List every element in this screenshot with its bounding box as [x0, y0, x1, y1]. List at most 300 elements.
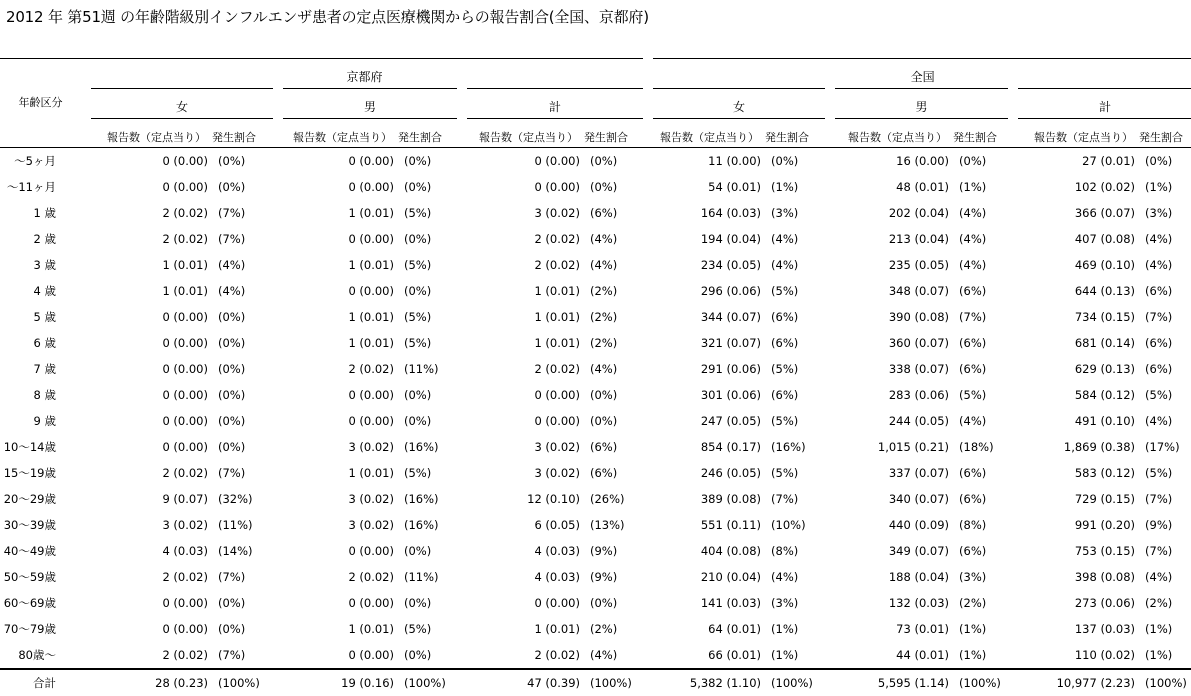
kf-rate-subheader: 発生割合 [210, 119, 278, 148]
kf-count-cell: 2 (0.02) [162, 206, 208, 220]
kt-count-cell: 4 (0.03) [534, 570, 580, 584]
nf-count-cell: 291 (0.06) [700, 362, 762, 376]
kf-count-cell: 0 (0.00) [162, 362, 208, 376]
nm-rate-cell: (7%) [959, 310, 987, 324]
nf-rate-cell: (7%) [771, 492, 799, 506]
age-group-cell: 50～59歳 [3, 570, 56, 584]
age-group-cell: 9 歳 [33, 414, 56, 428]
nf-rate-cell: (1%) [771, 648, 799, 662]
kf-rate-cell: (11%) [218, 518, 253, 532]
nt-rate-cell: (17%) [1145, 440, 1180, 454]
age-group-cell: 1 歳 [33, 206, 56, 220]
age-group-cell: 7 歳 [33, 362, 56, 376]
kt-count-cell: 3 (0.02) [534, 466, 580, 480]
region-header-national: 全国 [648, 59, 1191, 89]
nt-rate-subheader: 発生割合 [1137, 119, 1191, 148]
nm-count-cell: 1,015 (0.21) [877, 440, 950, 454]
nf-rate-cell: (8%) [771, 544, 799, 558]
nm-rate-cell: (6%) [959, 362, 987, 376]
nt-count-cell: 584 (0.12) [1074, 388, 1136, 402]
nm-rate-cell: (6%) [959, 284, 987, 298]
kt-rate-cell: (6%) [590, 440, 618, 454]
nf-rate-cell: (5%) [771, 362, 799, 376]
nf-count-subheader: 報告数（定点当り） [648, 119, 763, 148]
nt-count-cell: 491 (0.10) [1074, 414, 1136, 428]
nt-rate-cell: (6%) [1145, 284, 1173, 298]
nm-count-cell: 213 (0.04) [888, 232, 950, 246]
nt-rate-cell: (1%) [1145, 622, 1173, 636]
kt-count-cell: 1 (0.01) [534, 622, 580, 636]
kf-count-cell: 3 (0.02) [162, 518, 208, 532]
nt-count-cell: 407 (0.08) [1074, 232, 1136, 246]
nm-count-cell: 48 (0.01) [896, 180, 950, 194]
table-row [0, 408, 1191, 434]
kf-rate-cell: (0%) [218, 310, 246, 324]
nm-rate-cell: (5%) [959, 388, 987, 402]
km-count-cell: 0 (0.00) [348, 388, 394, 402]
nf-rate-cell: (1%) [771, 180, 799, 194]
age-group-cell: 60～69歳 [3, 596, 56, 610]
table-row [0, 174, 1191, 200]
table-row [0, 252, 1191, 278]
nm-rate-cell: (3%) [959, 570, 987, 584]
table-row [0, 330, 1191, 356]
kt-rate-cell: (2%) [590, 622, 618, 636]
region-header-kyoto: 京都府 [86, 59, 648, 89]
km-rate-cell: (0%) [404, 414, 432, 428]
nm-count-cell: 5,595 (1.14) [830, 669, 951, 696]
kt-count-cell: 0 (0.00) [534, 180, 580, 194]
km-count-cell: 0 (0.00) [348, 232, 394, 246]
km-count-cell: 19 (0.16) [278, 669, 396, 696]
nt-rate-cell: (1%) [1145, 180, 1173, 194]
km-rate-cell: (16%) [404, 518, 439, 532]
nt-rate-cell: (5%) [1145, 466, 1173, 480]
kt-rate-cell: (0%) [590, 154, 618, 168]
kf-rate-cell: (0%) [218, 154, 246, 168]
nf-count-cell: 321 (0.07) [700, 336, 762, 350]
kt-rate-cell: (9%) [590, 570, 618, 584]
kf-rate-cell: (7%) [218, 232, 246, 246]
nt-rate-cell: (4%) [1145, 414, 1173, 428]
km-rate-cell: (0%) [404, 388, 432, 402]
nm-count-cell: 235 (0.05) [888, 258, 950, 272]
km-rate-cell: (0%) [404, 154, 432, 168]
kt-rate-cell: (4%) [590, 648, 618, 662]
km-rate-subheader: 発生割合 [396, 119, 462, 148]
table-row [0, 460, 1191, 486]
nf-count-cell: 296 (0.06) [700, 284, 762, 298]
national-male-header: 男 [830, 89, 1013, 119]
kf-count-cell: 0 (0.00) [162, 414, 208, 428]
kf-count-cell: 0 (0.00) [162, 622, 208, 636]
age-group-cell: 5 歳 [33, 310, 56, 324]
nt-count-cell: 991 (0.20) [1074, 518, 1136, 532]
nf-count-cell: 404 (0.08) [700, 544, 762, 558]
age-group-cell: 70～79歳 [3, 622, 56, 636]
kf-count-cell: 0 (0.00) [162, 596, 208, 610]
km-count-cell: 1 (0.01) [348, 336, 394, 350]
kf-count-cell: 1 (0.01) [162, 284, 208, 298]
age-group-cell: ～5ヶ月 [14, 154, 56, 168]
km-rate-cell: (0%) [404, 544, 432, 558]
total-row [0, 669, 1191, 696]
kf-count-cell: 9 (0.07) [162, 492, 208, 506]
age-group-cell: 合計 [0, 669, 86, 696]
nm-rate-cell: (4%) [959, 414, 987, 428]
nt-count-cell: 273 (0.06) [1074, 596, 1136, 610]
nt-count-cell: 729 (0.15) [1074, 492, 1136, 506]
km-count-cell: 1 (0.01) [348, 258, 394, 272]
nm-count-cell: 390 (0.08) [888, 310, 950, 324]
nf-count-cell: 141 (0.03) [700, 596, 762, 610]
kf-rate-cell: (0%) [218, 388, 246, 402]
kt-rate-cell: (4%) [590, 232, 618, 246]
nf-rate-subheader: 発生割合 [763, 119, 830, 148]
nt-rate-cell: (2%) [1145, 596, 1173, 610]
nf-rate-cell: (4%) [771, 232, 799, 246]
kf-rate-cell: (4%) [218, 284, 246, 298]
kf-count-cell: 4 (0.03) [162, 544, 208, 558]
age-group-cell: 30～39歳 [3, 518, 56, 532]
kt-count-cell: 0 (0.00) [534, 596, 580, 610]
km-count-cell: 0 (0.00) [348, 154, 394, 168]
kt-count-cell: 1 (0.01) [534, 284, 580, 298]
nm-rate-cell: (18%) [959, 440, 994, 454]
km-rate-cell: (0%) [404, 232, 432, 246]
kt-count-cell: 0 (0.00) [534, 388, 580, 402]
nf-rate-cell: (3%) [771, 596, 799, 610]
kf-rate-cell: (0%) [218, 622, 246, 636]
kt-count-cell: 6 (0.05) [534, 518, 580, 532]
kf-count-cell: 0 (0.00) [162, 336, 208, 350]
kf-rate-cell: (14%) [218, 544, 253, 558]
nf-count-cell: 344 (0.07) [700, 310, 762, 324]
kt-count-cell: 3 (0.02) [534, 440, 580, 454]
nt-rate-cell: (7%) [1145, 544, 1173, 558]
nm-rate-cell: (4%) [959, 206, 987, 220]
nf-count-cell: 551 (0.11) [700, 518, 762, 532]
nm-count-cell: 340 (0.07) [888, 492, 950, 506]
kf-count-cell: 0 (0.00) [162, 388, 208, 402]
nf-rate-cell: (6%) [771, 336, 799, 350]
table-row [0, 486, 1191, 512]
nf-count-cell: 5,382 (1.10) [648, 669, 763, 696]
kf-rate-cell: (7%) [218, 206, 246, 220]
kyoto-female-header: 女 [86, 89, 278, 119]
nf-rate-cell: (4%) [771, 570, 799, 584]
nt-count-cell: 110 (0.02) [1074, 648, 1136, 662]
table-row [0, 616, 1191, 642]
nm-count-cell: 188 (0.04) [888, 570, 950, 584]
kt-count-cell: 47 (0.39) [462, 669, 582, 696]
km-rate-cell: (5%) [404, 466, 432, 480]
nt-count-cell: 398 (0.08) [1074, 570, 1136, 584]
nm-count-cell: 349 (0.07) [888, 544, 950, 558]
nf-count-cell: 64 (0.01) [708, 622, 762, 636]
kf-count-subheader: 報告数（定点当り） [86, 119, 210, 148]
age-group-cell: ～11ヶ月 [6, 180, 56, 194]
nf-count-cell: 247 (0.05) [700, 414, 762, 428]
national-total-header: 計 [1013, 89, 1191, 119]
table-row [0, 200, 1191, 226]
kf-count-cell: 2 (0.02) [162, 570, 208, 584]
kf-count-cell: 28 (0.23) [86, 669, 210, 696]
kt-rate-cell: (100%) [582, 669, 648, 696]
km-rate-cell: (5%) [404, 310, 432, 324]
kf-count-cell: 0 (0.00) [162, 154, 208, 168]
nf-rate-cell: (16%) [771, 440, 806, 454]
kt-rate-cell: (0%) [590, 388, 618, 402]
km-rate-cell: (100%) [396, 669, 462, 696]
nt-count-cell: 10,977 (2.23) [1013, 669, 1137, 696]
km-count-cell: 0 (0.00) [348, 544, 394, 558]
nf-count-cell: 66 (0.01) [708, 648, 762, 662]
nf-rate-cell: (1%) [771, 622, 799, 636]
nf-count-cell: 234 (0.05) [700, 258, 762, 272]
kt-count-cell: 12 (0.10) [527, 492, 580, 506]
kf-count-cell: 1 (0.01) [162, 258, 208, 272]
nm-rate-cell: (6%) [959, 336, 987, 350]
kt-rate-cell: (2%) [590, 310, 618, 324]
age-group-cell: 15～19歳 [3, 466, 56, 480]
kt-rate-cell: (13%) [590, 518, 625, 532]
kt-count-subheader: 報告数（定点当り） [462, 119, 582, 148]
nm-rate-subheader: 発生割合 [951, 119, 1013, 148]
nm-rate-cell: (1%) [959, 622, 987, 636]
age-subheader-blank [0, 119, 86, 148]
nm-rate-cell: (0%) [959, 154, 987, 168]
table-row [0, 564, 1191, 590]
kf-count-cell: 0 (0.00) [162, 180, 208, 194]
nf-count-cell: 11 (0.00) [708, 154, 762, 168]
km-rate-cell: (11%) [404, 362, 439, 376]
km-count-cell: 3 (0.02) [348, 492, 394, 506]
kt-rate-cell: (26%) [590, 492, 625, 506]
age-group-cell: 3 歳 [33, 258, 56, 272]
km-rate-cell: (0%) [404, 648, 432, 662]
nm-rate-cell: (6%) [959, 466, 987, 480]
kf-rate-cell: (0%) [218, 362, 246, 376]
kt-rate-cell: (0%) [590, 414, 618, 428]
kt-count-cell: 2 (0.02) [534, 362, 580, 376]
kt-count-cell: 2 (0.02) [534, 232, 580, 246]
kt-count-cell: 3 (0.02) [534, 206, 580, 220]
nm-count-cell: 73 (0.01) [896, 622, 950, 636]
nt-rate-cell: (6%) [1145, 362, 1173, 376]
kf-rate-cell: (7%) [218, 648, 246, 662]
kf-count-cell: 0 (0.00) [162, 440, 208, 454]
km-count-cell: 0 (0.00) [348, 180, 394, 194]
nf-rate-cell: (100%) [763, 669, 830, 696]
nt-count-cell: 644 (0.13) [1074, 284, 1136, 298]
km-count-cell: 0 (0.00) [348, 414, 394, 428]
kf-rate-cell: (7%) [218, 466, 246, 480]
age-group-cell: 40～49歳 [3, 544, 56, 558]
kf-count-cell: 2 (0.02) [162, 466, 208, 480]
nt-count-cell: 137 (0.03) [1074, 622, 1136, 636]
kf-rate-cell: (0%) [218, 336, 246, 350]
km-rate-cell: (16%) [404, 440, 439, 454]
nt-rate-cell: (9%) [1145, 518, 1173, 532]
nt-rate-cell: (4%) [1145, 258, 1173, 272]
km-count-cell: 0 (0.00) [348, 284, 394, 298]
nt-count-cell: 366 (0.07) [1074, 206, 1136, 220]
nm-count-cell: 16 (0.00) [896, 154, 950, 168]
nf-rate-cell: (3%) [771, 206, 799, 220]
kt-count-cell: 1 (0.01) [534, 310, 580, 324]
nm-rate-cell: (2%) [959, 596, 987, 610]
nf-rate-cell: (10%) [771, 518, 806, 532]
kf-rate-cell: (7%) [218, 570, 246, 584]
kt-count-cell: 2 (0.02) [534, 648, 580, 662]
nm-rate-cell: (100%) [951, 669, 1013, 696]
table-row [0, 278, 1191, 304]
km-rate-cell: (0%) [404, 180, 432, 194]
nt-rate-cell: (100%) [1137, 669, 1191, 696]
kt-rate-cell: (6%) [590, 206, 618, 220]
km-rate-cell: (5%) [404, 258, 432, 272]
km-count-cell: 2 (0.02) [348, 362, 394, 376]
nt-count-cell: 583 (0.12) [1074, 466, 1136, 480]
nt-rate-cell: (5%) [1145, 388, 1173, 402]
kt-rate-cell: (2%) [590, 336, 618, 350]
kt-count-cell: 0 (0.00) [534, 414, 580, 428]
nm-rate-cell: (4%) [959, 232, 987, 246]
kt-rate-subheader: 発生割合 [582, 119, 648, 148]
km-rate-cell: (0%) [404, 284, 432, 298]
nt-count-cell: 753 (0.15) [1074, 544, 1136, 558]
influenza-report-table [0, 58, 1191, 696]
kf-rate-cell: (100%) [210, 669, 278, 696]
nm-rate-cell: (6%) [959, 544, 987, 558]
nm-count-cell: 202 (0.04) [888, 206, 950, 220]
nf-count-cell: 164 (0.03) [700, 206, 762, 220]
age-group-header: 年齢区分 [18, 96, 63, 109]
nm-rate-cell: (1%) [959, 648, 987, 662]
kf-count-cell: 2 (0.02) [162, 648, 208, 662]
nt-rate-cell: (7%) [1145, 310, 1173, 324]
kf-rate-cell: (0%) [218, 414, 246, 428]
nt-count-cell: 734 (0.15) [1074, 310, 1136, 324]
kf-count-cell: 0 (0.00) [162, 310, 208, 324]
nm-rate-cell: (4%) [959, 258, 987, 272]
nm-count-cell: 348 (0.07) [888, 284, 950, 298]
kf-rate-cell: (0%) [218, 180, 246, 194]
km-count-cell: 0 (0.00) [348, 596, 394, 610]
nf-count-cell: 210 (0.04) [700, 570, 762, 584]
nt-rate-cell: (3%) [1145, 206, 1173, 220]
national-female-header: 女 [648, 89, 830, 119]
km-rate-cell: (5%) [404, 206, 432, 220]
table-row [0, 382, 1191, 408]
kyoto-total-header: 計 [462, 89, 648, 119]
km-count-cell: 3 (0.02) [348, 440, 394, 454]
nm-count-cell: 440 (0.09) [888, 518, 950, 532]
age-header-spacer [0, 59, 86, 89]
nt-rate-cell: (1%) [1145, 648, 1173, 662]
nt-count-cell: 102 (0.02) [1074, 180, 1136, 194]
nm-count-cell: 337 (0.07) [888, 466, 950, 480]
table-row [0, 538, 1191, 564]
nf-rate-cell: (6%) [771, 388, 799, 402]
nf-rate-cell: (4%) [771, 258, 799, 272]
nt-count-cell: 27 (0.01) [1082, 154, 1136, 168]
nf-count-cell: 389 (0.08) [700, 492, 762, 506]
nm-count-cell: 44 (0.01) [896, 648, 950, 662]
kt-rate-cell: (2%) [590, 284, 618, 298]
nf-rate-cell: (0%) [771, 154, 799, 168]
age-group-cell: 20～29歳 [3, 492, 56, 506]
nt-rate-cell: (0%) [1145, 154, 1173, 168]
age-group-cell: 10～14歳 [3, 440, 56, 454]
kt-rate-cell: (6%) [590, 466, 618, 480]
age-group-cell: 4 歳 [33, 284, 56, 298]
km-count-cell: 1 (0.01) [348, 466, 394, 480]
km-count-cell: 1 (0.01) [348, 310, 394, 324]
nf-count-cell: 301 (0.06) [700, 388, 762, 402]
age-group-cell: 6 歳 [33, 336, 56, 350]
nt-rate-cell: (4%) [1145, 570, 1173, 584]
kf-rate-cell: (32%) [218, 492, 253, 506]
km-count-cell: 0 (0.00) [348, 648, 394, 662]
nt-rate-cell: (4%) [1145, 232, 1173, 246]
kt-count-cell: 2 (0.02) [534, 258, 580, 272]
nm-count-cell: 338 (0.07) [888, 362, 950, 376]
table-row [0, 642, 1191, 669]
nt-count-cell: 681 (0.14) [1074, 336, 1136, 350]
kyoto-male-header: 男 [278, 89, 462, 119]
nt-count-cell: 469 (0.10) [1074, 258, 1136, 272]
km-count-cell: 1 (0.01) [348, 206, 394, 220]
km-rate-cell: (5%) [404, 336, 432, 350]
kt-count-cell: 0 (0.00) [534, 154, 580, 168]
kf-rate-cell: (4%) [218, 258, 246, 272]
km-rate-cell: (11%) [404, 570, 439, 584]
nf-rate-cell: (5%) [771, 466, 799, 480]
nf-rate-cell: (5%) [771, 414, 799, 428]
kt-rate-cell: (4%) [590, 258, 618, 272]
km-rate-cell: (0%) [404, 596, 432, 610]
kf-rate-cell: (0%) [218, 596, 246, 610]
kf-count-cell: 2 (0.02) [162, 232, 208, 246]
nf-count-cell: 194 (0.04) [700, 232, 762, 246]
nf-count-cell: 54 (0.01) [708, 180, 762, 194]
table-row [0, 434, 1191, 460]
nm-count-subheader: 報告数（定点当り） [830, 119, 951, 148]
km-count-subheader: 報告数（定点当り） [278, 119, 396, 148]
nm-count-cell: 244 (0.05) [888, 414, 950, 428]
kt-rate-cell: (0%) [590, 180, 618, 194]
page-title: 2012 年 第51週 の年齢階級別インフルエンザ患者の定点医療機関からの報告割合(全国、京都府) [6, 8, 649, 26]
nm-rate-cell: (6%) [959, 492, 987, 506]
nm-count-cell: 360 (0.07) [888, 336, 950, 350]
kf-rate-cell: (0%) [218, 440, 246, 454]
nt-count-cell: 629 (0.13) [1074, 362, 1136, 376]
km-rate-cell: (16%) [404, 492, 439, 506]
table-row [0, 512, 1191, 538]
age-group-cell: 2 歳 [33, 232, 56, 246]
kt-count-cell: 1 (0.01) [534, 336, 580, 350]
nt-rate-cell: (7%) [1145, 492, 1173, 506]
km-rate-cell: (5%) [404, 622, 432, 636]
km-count-cell: 3 (0.02) [348, 518, 394, 532]
age-group-cell: 8 歳 [33, 388, 56, 402]
table-row [0, 226, 1191, 252]
nf-count-cell: 246 (0.05) [700, 466, 762, 480]
table-row [0, 148, 1191, 175]
km-count-cell: 2 (0.02) [348, 570, 394, 584]
